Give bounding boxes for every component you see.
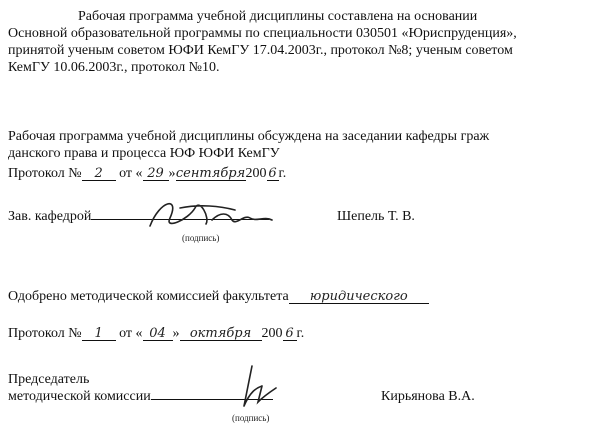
discussion-protocol-line [8,167,286,181]
chairman-signature-caption: (подпись) [232,413,270,423]
approval-label: Одобрено методической комиссией факультета [8,289,289,304]
discussion-line-1: Рабочая программа учебной дисциплины обсуждена на заседании кафедры граж [8,129,490,144]
chairman-signature [222,362,286,412]
approval-protocol-label: Протокол № [8,326,82,341]
protocol-number-handwritten: 2 [82,167,116,181]
year-end: г. [278,166,287,181]
intro-line-4: КемГУ 10.06.2003г., протокол №10. [8,60,220,75]
day-handwritten: 29 [143,167,169,181]
protocol-label: Протокол № [8,166,82,181]
month-handwritten: сентября [175,166,246,181]
intro-line-1: Рабочая программа учебной дисциплины составлена на основании [78,9,478,24]
chairman-label-2: методической комиссии [8,389,151,404]
head-of-dept-name: Шепель Т. В. [337,209,415,224]
chairman-label-1: Председатель [8,372,90,387]
close-quote: » [168,166,176,181]
from-label: от « [119,166,143,181]
intro-line-2: Основной образовательной программы по специальности 030501 «Юриспруденция», [8,26,517,41]
faculty-handwritten: юридического [289,290,429,304]
chairman-name: Кирьянова В.А. [381,389,475,404]
year-suffix-handwritten: 6 [268,166,277,181]
intro-line-3: принятой ученым советом ЮФИ КемГУ 17.04.2003г., протокол №8; ученым советом [8,43,513,58]
approval-line [8,290,429,304]
approval-close-quote: » [172,326,180,341]
head-signature-caption: (подпись) [182,233,220,243]
head-of-dept-label: Зав. кафедрой [8,209,92,224]
approval-year-prefix: 200 [261,326,283,341]
approval-year-end: г. [296,326,305,341]
approval-from-label: от « [119,326,143,341]
discussion-line-2: данского права и процесса ЮФ ЮФИ КемГУ [8,146,280,161]
approval-protocol-number-handwritten: 1 [82,327,116,341]
head-signature [140,190,290,236]
approval-protocol-line [8,327,304,341]
year-prefix: 200 [245,166,267,181]
approval-year-suffix-handwritten: 6 [283,327,297,341]
approval-month-handwritten: октября [180,327,262,341]
approval-day-handwritten: 04 [143,327,173,341]
